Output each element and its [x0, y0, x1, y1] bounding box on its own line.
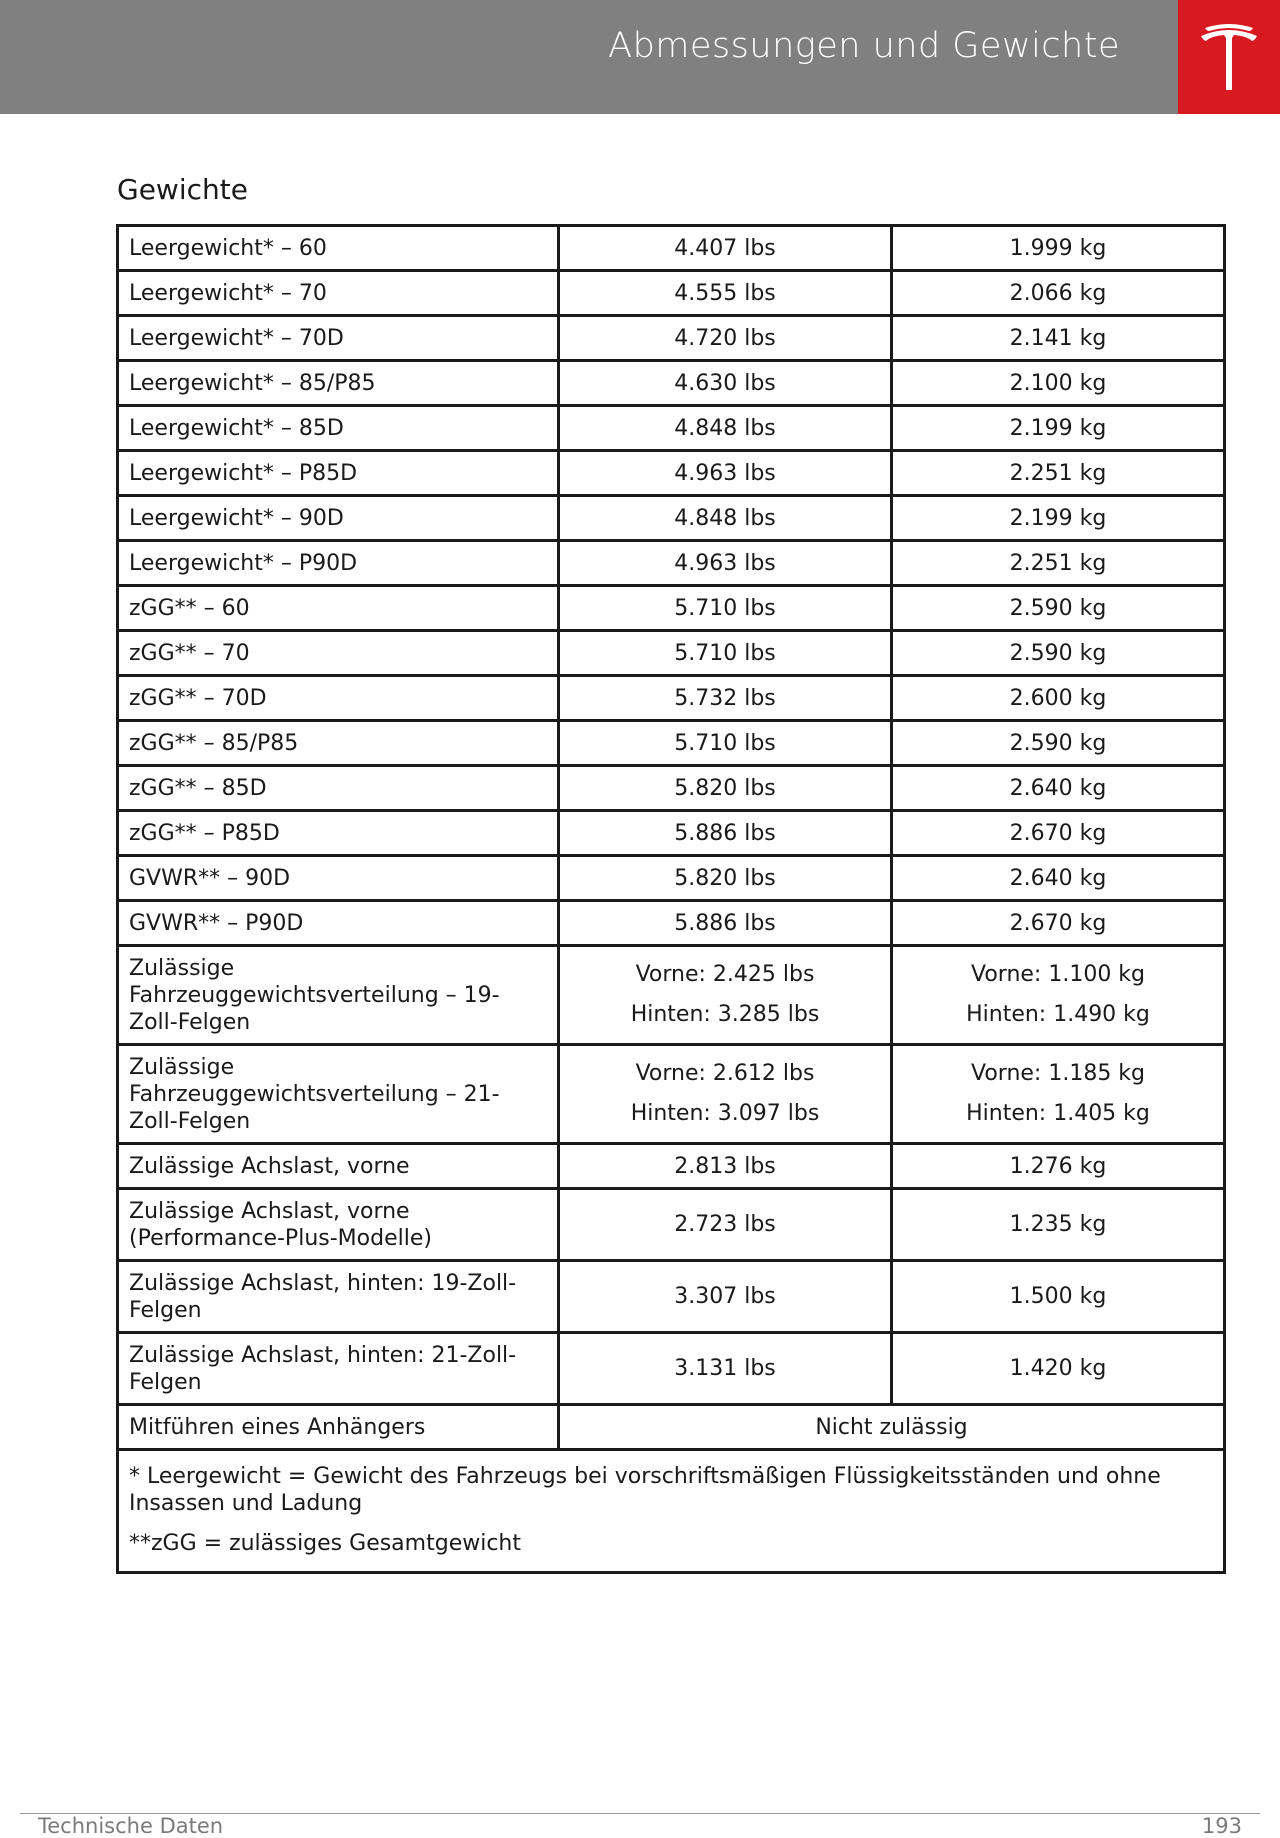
value-lbs: 4.720 lbs: [559, 316, 892, 361]
value-kg: 2.670 kg: [892, 901, 1225, 946]
table-row: [118, 1189, 1225, 1261]
rear-value-kg: Hinten: 1.490 kg: [966, 1002, 1150, 1027]
value-lbs: 5.820 lbs: [559, 766, 892, 811]
row-label: Leergewicht* – 85D: [118, 406, 559, 451]
row-label: GVWR** – 90D: [118, 856, 559, 901]
value-kg: 2.640 kg: [892, 856, 1225, 901]
value-kg-split: [892, 946, 1225, 1045]
row-label: GVWR** – P90D: [118, 901, 559, 946]
front-value-lbs: Vorne: 2.612 lbs: [635, 1061, 815, 1086]
value-lbs: 5.732 lbs: [559, 676, 892, 721]
value-kg: 2.640 kg: [892, 766, 1225, 811]
table-row: [118, 766, 1225, 811]
value-lbs: 2.723 lbs: [559, 1189, 892, 1261]
table-row: [118, 811, 1225, 856]
value-kg: 2.590 kg: [892, 721, 1225, 766]
row-label: zGG** – 85D: [118, 766, 559, 811]
table-row: [118, 1261, 1225, 1333]
rear-value-lbs: Hinten: 3.097 lbs: [630, 1101, 820, 1126]
table-row: [118, 226, 1225, 271]
value-kg: 1.276 kg: [892, 1144, 1225, 1189]
row-label: Leergewicht* – 90D: [118, 496, 559, 541]
row-label: Zulässige Fahrzeuggewichtsverteilung – 19-Zoll-Felgen: [118, 946, 559, 1045]
value-lbs: 4.555 lbs: [559, 271, 892, 316]
row-label: Leergewicht* – 60: [118, 226, 559, 271]
value-lbs-split: [559, 946, 892, 1045]
table-row: [118, 316, 1225, 361]
value-lbs: 5.710 lbs: [559, 631, 892, 676]
header-bar: [0, 0, 1280, 114]
row-label: Leergewicht* – 70: [118, 271, 559, 316]
row-label: Leergewicht* – 85/P85: [118, 361, 559, 406]
row-label: zGG** – 70D: [118, 676, 559, 721]
front-value-lbs: Vorne: 2.425 lbs: [635, 962, 815, 987]
table-row: [118, 1333, 1225, 1405]
table-row: [118, 586, 1225, 631]
section-title: Gewichte: [117, 173, 248, 206]
front-value-kg: Vorne: 1.185 kg: [970, 1061, 1146, 1086]
row-label: Leergewicht* – P85D: [118, 451, 559, 496]
value-kg: 2.251 kg: [892, 541, 1225, 586]
value-lbs: 4.963 lbs: [559, 451, 892, 496]
brand-logo-box: [1178, 0, 1280, 114]
value-kg: 1.500 kg: [892, 1261, 1225, 1333]
table-row: [118, 631, 1225, 676]
value-kg: 2.199 kg: [892, 406, 1225, 451]
table-row: [118, 271, 1225, 316]
value-lbs: 3.131 lbs: [559, 1333, 892, 1405]
value-lbs: 5.710 lbs: [559, 586, 892, 631]
footnote-gross-weight: **zGG = zulässiges Gesamtgewicht: [129, 1531, 521, 1556]
footnotes-cell: [118, 1450, 1225, 1573]
table-row: [118, 1144, 1225, 1189]
table-row: [118, 901, 1225, 946]
value-kg: 1.235 kg: [892, 1189, 1225, 1261]
row-label: zGG** – 70: [118, 631, 559, 676]
value-lbs: 2.813 lbs: [559, 1144, 892, 1189]
table-row: [118, 1405, 1225, 1450]
value-kg: 2.199 kg: [892, 496, 1225, 541]
value-kg: 2.670 kg: [892, 811, 1225, 856]
value-kg-split: [892, 1045, 1225, 1144]
table-row: [118, 406, 1225, 451]
notes-row: [118, 1450, 1225, 1573]
value-kg: 2.251 kg: [892, 451, 1225, 496]
value-lbs: 5.820 lbs: [559, 856, 892, 901]
row-label: Zulässige Achslast, hinten: 21-Zoll-Felgen: [118, 1333, 559, 1405]
table-row: [118, 451, 1225, 496]
row-label: Zulässige Achslast, vorne: [118, 1144, 559, 1189]
table-row: [118, 496, 1225, 541]
value-lbs: 3.307 lbs: [559, 1261, 892, 1333]
row-label: Mitführen eines Anhängers: [118, 1405, 559, 1450]
table-row: [118, 856, 1225, 901]
table-row: [118, 721, 1225, 766]
table-row: [118, 1045, 1225, 1144]
value-lbs: 4.407 lbs: [559, 226, 892, 271]
row-label: Leergewicht* – P90D: [118, 541, 559, 586]
value-lbs: 5.886 lbs: [559, 811, 892, 856]
front-value-kg: Vorne: 1.100 kg: [970, 962, 1146, 987]
page-header-title: Abmessungen und Gewichte: [608, 26, 1120, 66]
value-kg: 2.590 kg: [892, 631, 1225, 676]
value-kg: 2.590 kg: [892, 586, 1225, 631]
row-label: Zulässige Fahrzeuggewichtsverteilung – 21-Zoll-Felgen: [118, 1045, 559, 1144]
row-label: Zulässige Achslast, hinten: 19-Zoll-Felgen: [118, 1261, 559, 1333]
row-label: Zulässige Achslast, vorne (Performance-Plus-Modelle): [118, 1189, 559, 1261]
value-lbs: 4.630 lbs: [559, 361, 892, 406]
value-lbs: 4.848 lbs: [559, 496, 892, 541]
table-row: [118, 541, 1225, 586]
table-row: [118, 946, 1225, 1045]
footer-section-name: Technische Daten: [38, 1814, 224, 1838]
row-label: zGG** – 85/P85: [118, 721, 559, 766]
value-kg: 2.600 kg: [892, 676, 1225, 721]
trailer-value: Nicht zulässig: [559, 1405, 1225, 1450]
value-lbs: 4.848 lbs: [559, 406, 892, 451]
table-row: [118, 361, 1225, 406]
rear-value-kg: Hinten: 1.405 kg: [966, 1101, 1150, 1126]
tesla-logo-icon: [1199, 24, 1259, 90]
value-kg: 2.066 kg: [892, 271, 1225, 316]
row-label: zGG** – P85D: [118, 811, 559, 856]
footer-page-number: 193: [1201, 1814, 1242, 1838]
value-kg: 2.100 kg: [892, 361, 1225, 406]
footnote-curb-weight: * Leergewicht = Gewicht des Fahrzeugs bei vorschriftsmäßigen Flüssigkeitsständen und ohne Insassen und Ladung: [129, 1464, 1161, 1516]
value-lbs-split: [559, 1045, 892, 1144]
value-kg: 1.999 kg: [892, 226, 1225, 271]
value-lbs: 5.710 lbs: [559, 721, 892, 766]
value-kg: 1.420 kg: [892, 1333, 1225, 1405]
row-label: Leergewicht* – 70D: [118, 316, 559, 361]
rear-value-lbs: Hinten: 3.285 lbs: [630, 1002, 820, 1027]
weights-table: [116, 224, 1226, 1574]
value-kg: 2.141 kg: [892, 316, 1225, 361]
value-lbs: 4.963 lbs: [559, 541, 892, 586]
value-lbs: 5.886 lbs: [559, 901, 892, 946]
table-row: [118, 676, 1225, 721]
row-label: zGG** – 60: [118, 586, 559, 631]
